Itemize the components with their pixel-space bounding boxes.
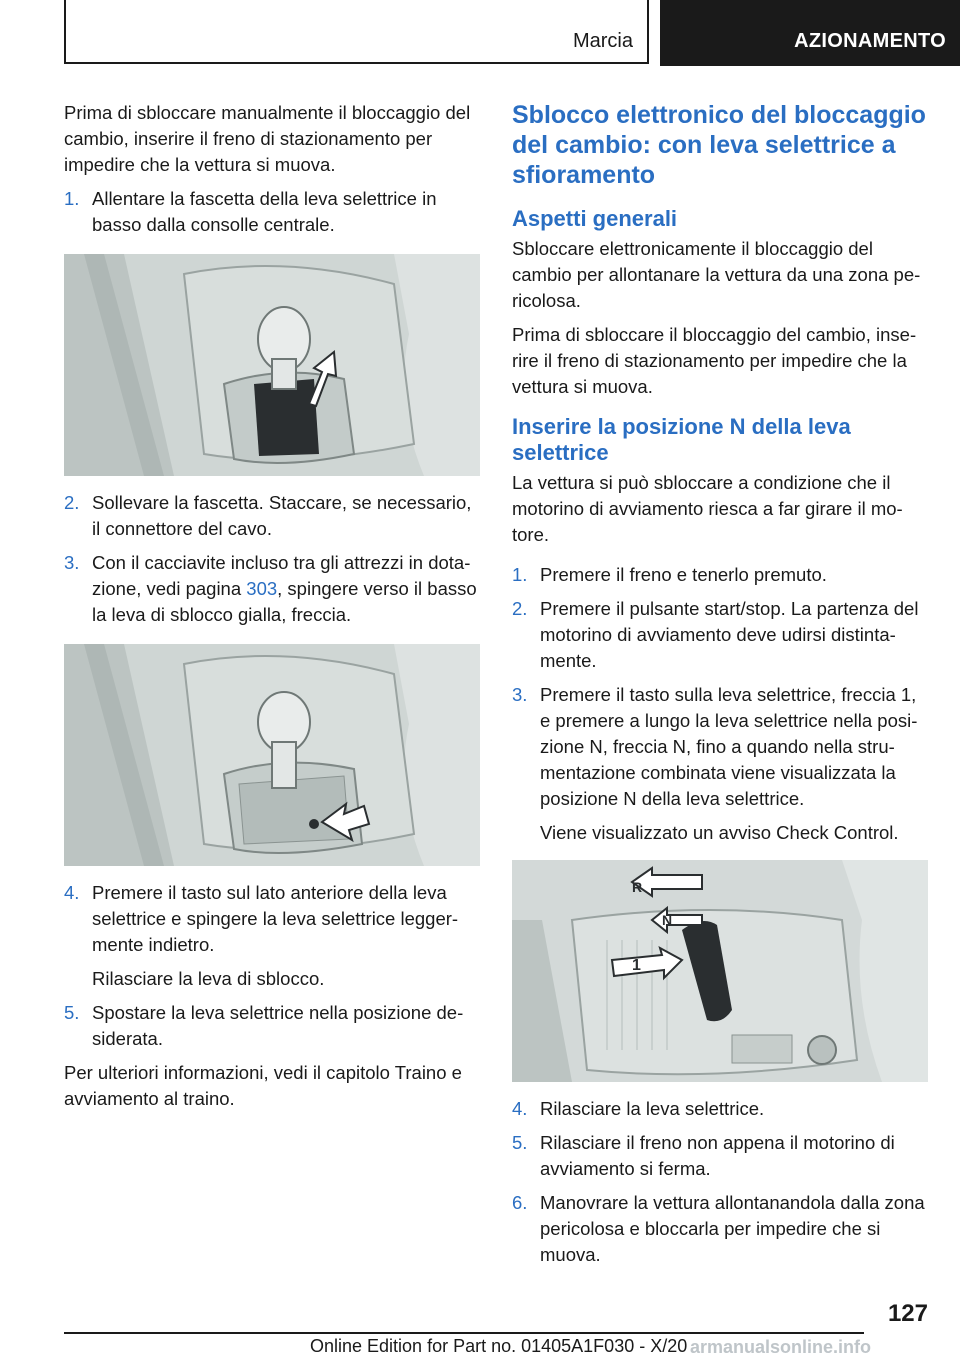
right-step-2 [512,596,930,674]
step-4 [64,880,478,958]
right-step-4 [512,1096,930,1122]
step-number: 6. [512,1192,528,1213]
right-column [512,100,930,1276]
right-step-1 [512,562,930,588]
section-title: AZIONAMENTO [794,30,946,52]
step-5 [64,1000,478,1052]
header-chapter-box [64,0,649,64]
chapter-title: Marcia [572,30,633,52]
step-number: 4. [512,1098,528,1119]
step-number: 3. [64,552,80,573]
intro-paragraph: Prima di sbloccare manualmente il bloccaggio del cambio, inserire il freno di stazionamento per impedire che la vettura si muova. [64,102,471,175]
step-text: Sollevare la fascetta. Staccare, se necessario, il connettore del cavo. [92,492,472,539]
step-number: 5. [64,1002,80,1023]
step-text: , spingere verso il basso la leva di sblocco gialla, freccia. [92,578,477,625]
neutral-paragraph: La vettura si può sbloccare a condizione che il motorino di avviamento riesca a far girare il motore. [512,472,903,545]
step-1 [64,186,478,238]
subheading-general: Aspetti generali [512,206,678,231]
right-step-3-note: Viene visualizzato un avviso Check Control. [540,822,899,843]
header-section-box [660,0,960,66]
step-number: 1. [512,564,528,585]
step-text: Allentare la fascetta della leva selettrice in basso dalla consolle centrale. [92,188,437,235]
watermark-logo: armanualsonline.info [690,1337,872,1357]
step-number: 3. [512,684,528,705]
step-4-note: Rilasciare la leva di sblocco. [92,968,325,989]
outro-paragraph: Per ulteriori informazioni, vedi il capitolo Traino e avviamento al traino. [64,1062,462,1109]
subheading-neutral: Inserire la posizione N della leva selettrice [512,414,851,465]
figure-label-r: R [632,879,643,895]
right-step-3 [512,682,930,812]
figure-label-1: 1 [632,957,641,974]
edition-text: Online Edition for Part no. 01405A1F030 - X/20 [310,1336,688,1356]
step-number: 1. [64,188,80,209]
left-column [64,100,478,1120]
general-paragraph-2: Prima di sbloccare il bloccaggio del cambio, inserire il freno di stazionamento per impedire che la vettura si muova. [512,324,917,397]
step-text: Premere il pulsante start/stop. La partenza del motorino di avviamento deve udirsi distintamente. [540,598,919,671]
figure-release-lever [64,644,480,866]
step-text: Premere il tasto sulla leva selettrice, freccia 1, e premere a lungo la leva selettrice nella posizione N, freccia N, fino a quando nella strumentazione combinata viene visualizzata la posizione N della leva selettrice. [540,684,918,809]
step-number: 4. [64,882,80,903]
step-number: 5. [512,1132,528,1153]
step-text: Con il cacciavite incluso tra gli attrezzi in dotazione, vedi pagina [92,552,471,599]
step-2 [64,490,478,542]
step-text: Premere il freno e tenerlo premuto. [540,564,827,585]
step-text: Spostare la leva selettrice nella posizione desiderata. [92,1002,464,1049]
page-reference-link[interactable]: 303 [246,578,278,599]
right-step-5 [512,1130,930,1182]
footer-divider [64,1332,864,1334]
general-paragraph-1: Sbloccare elettronicamente il bloccaggio del cambio per allontanare la vettura da una zona pericolosa. [512,238,921,311]
step-text: Premere il tasto sul lato anteriore della leva selettrice e spingere la leva selettrice leggermente indietro. [92,882,459,955]
section-heading: Sblocco elettronico del bloccaggio del cambio: con leva selettrice a sfioramento [512,101,926,189]
figure-gear-lever-cuff [64,254,480,476]
step-3 [64,550,478,628]
step-number: 2. [512,598,528,619]
step-text: Rilasciare la leva selettrice. [540,1098,765,1119]
figure-label-n: N [662,912,673,928]
step-text: Rilasciare il freno non appena il motorino di avviamento si ferma. [540,1132,895,1179]
step-text: Manovrare la vettura allontanandola dalla zona pericolosa e bloccarla per impedire che si muova. [540,1192,925,1265]
step-number: 2. [64,492,80,513]
figure-selector-lever-n [512,860,928,1082]
page-number: 127 [887,1300,928,1327]
right-step-6 [512,1190,930,1268]
